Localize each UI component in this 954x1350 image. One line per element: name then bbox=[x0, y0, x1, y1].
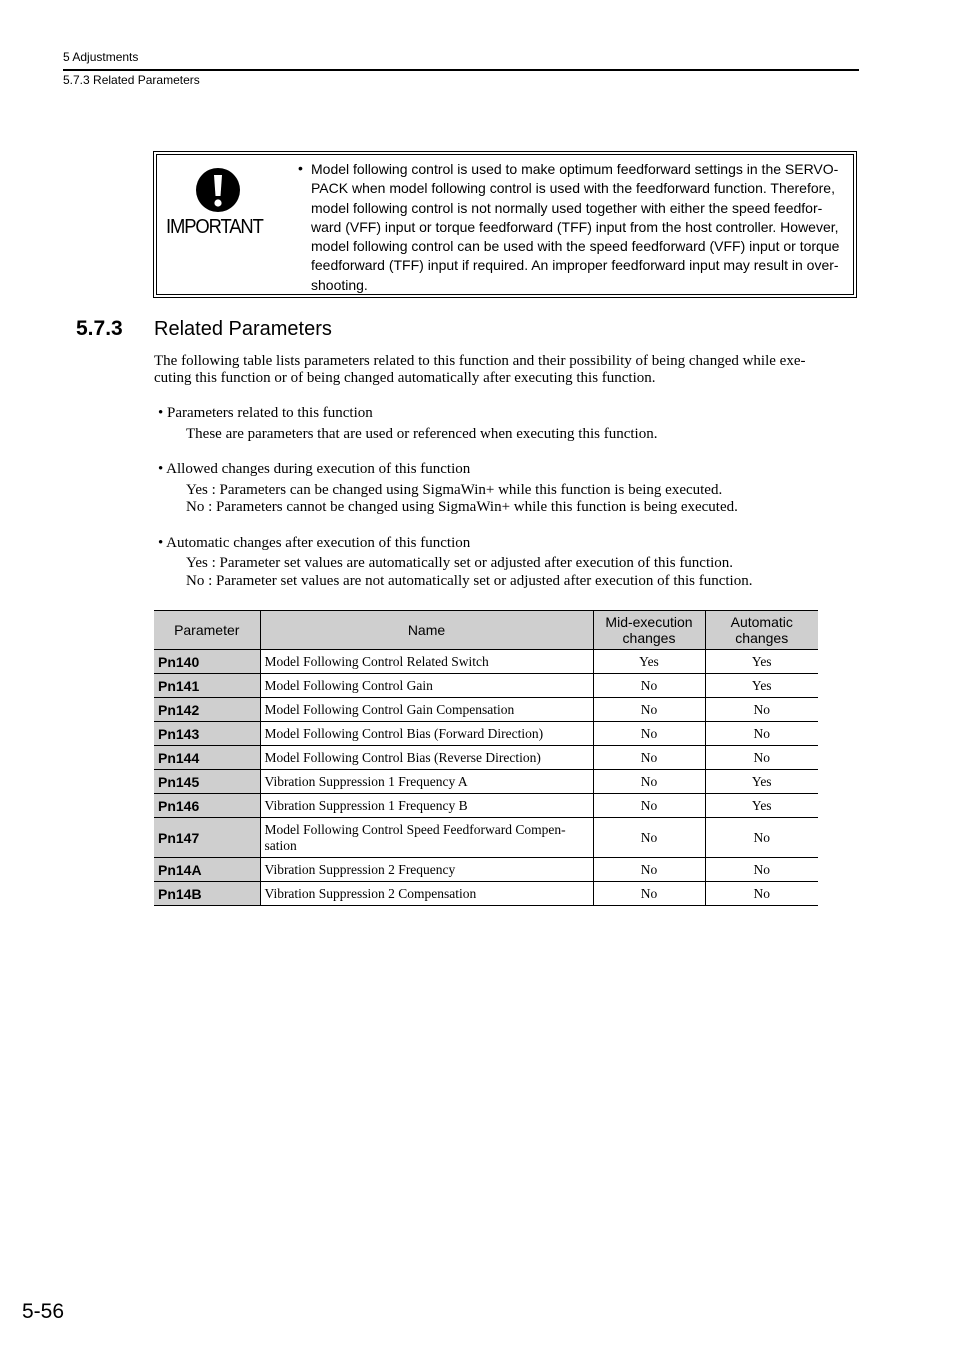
important-text-line: model following control can be used with the speed feedforward (VFF) input or torque bbox=[311, 238, 840, 255]
page-number: 5-56 bbox=[22, 1300, 65, 1323]
allowed-changes-no: No : Parameters cannot be changed using SigmaWin+ while this function is being executed. bbox=[186, 499, 738, 515]
section-title: Related Parameters bbox=[154, 318, 332, 340]
automatic-cell: No bbox=[705, 818, 818, 858]
column-header-parameter: Parameter bbox=[154, 611, 260, 650]
parameter-cell: Pn145 bbox=[154, 770, 260, 794]
mid-execution-cell: No bbox=[593, 722, 705, 746]
parameter-cell: Pn146 bbox=[154, 794, 260, 818]
mid-execution-cell: No bbox=[593, 858, 705, 882]
header-rule bbox=[63, 69, 859, 71]
name-cell: Vibration Suppression 2 Frequency bbox=[260, 858, 593, 882]
table-row bbox=[154, 882, 818, 906]
related-params-heading: • Parameters related to this function bbox=[158, 405, 373, 421]
running-header-chapter: 5 Adjustments bbox=[63, 50, 139, 64]
automatic-changes-no: No : Parameter set values are not automatically set or adjusted after execution of this function. bbox=[186, 573, 753, 589]
important-text-line: Model following control is used to make optimum feedforward settings in the SERVO- bbox=[311, 161, 839, 177]
intro-paragraph-line: cuting this function or of being changed automatically after executing this function. bbox=[154, 370, 656, 386]
mid-execution-cell: No bbox=[593, 882, 705, 906]
table-header-row bbox=[154, 611, 818, 650]
mid-execution-cell: No bbox=[593, 698, 705, 722]
name-cell: Vibration Suppression 1 Frequency A bbox=[260, 770, 593, 794]
automatic-cell: Yes bbox=[705, 650, 818, 674]
automatic-cell: Yes bbox=[705, 794, 818, 818]
table-row bbox=[154, 770, 818, 794]
parameter-cell: Pn140 bbox=[154, 650, 260, 674]
section-number: 5.7.3 bbox=[76, 317, 123, 340]
parameter-cell: Pn142 bbox=[154, 698, 260, 722]
name-cell: Model Following Control Gain bbox=[260, 674, 593, 698]
parameter-cell: Pn14A bbox=[154, 858, 260, 882]
automatic-cell: No bbox=[705, 722, 818, 746]
important-bullet: • bbox=[298, 160, 303, 176]
mid-execution-cell: No bbox=[593, 794, 705, 818]
table-row bbox=[154, 746, 818, 770]
name-cell: Model Following Control Related Switch bbox=[260, 650, 593, 674]
exclamation-circle-icon bbox=[195, 167, 241, 213]
table-row bbox=[154, 794, 818, 818]
name-cell: Model Following Control Gain Compensation bbox=[260, 698, 593, 722]
intro-paragraph-line: The following table lists parameters related to this function and their possibility of being changed while exe- bbox=[154, 353, 806, 369]
automatic-changes-yes: Yes : Parameter set values are automatically set or adjusted after execution of this function. bbox=[186, 555, 734, 571]
column-header-name: Name bbox=[260, 611, 593, 650]
allowed-changes-yes: Yes : Parameters can be changed using SigmaWin+ while this function is being executed. bbox=[186, 482, 723, 498]
mid-execution-cell: No bbox=[593, 770, 705, 794]
important-label: IMPORTANT bbox=[166, 216, 263, 238]
important-text-line: ward (VFF) input or torque feedforward (TFF) input from the host controller. However, bbox=[311, 218, 839, 235]
automatic-cell: No bbox=[705, 698, 818, 722]
important-text-line: PACK when model following control is used with the feedforward function. Therefore, bbox=[311, 180, 835, 197]
parameter-cell: Pn147 bbox=[154, 818, 260, 858]
important-text-line: shooting. bbox=[311, 276, 368, 293]
table-row bbox=[154, 722, 818, 746]
name-cell: Vibration Suppression 1 Frequency B bbox=[260, 794, 593, 818]
table-row bbox=[154, 858, 818, 882]
parameter-cell: Pn14B bbox=[154, 882, 260, 906]
important-text-line: model following control is not normally used together with either the speed feedfor- bbox=[311, 199, 823, 216]
mid-execution-cell: No bbox=[593, 746, 705, 770]
running-header-section: 5.7.3 Related Parameters bbox=[63, 73, 200, 87]
table-row bbox=[154, 818, 818, 858]
parameter-cell: Pn141 bbox=[154, 674, 260, 698]
automatic-cell: Yes bbox=[705, 770, 818, 794]
name-cell: Vibration Suppression 2 Compensation bbox=[260, 882, 593, 906]
important-notice-box bbox=[153, 151, 857, 298]
name-cell: Model Following Control Speed Feedforward Compen-sation bbox=[260, 818, 593, 858]
automatic-cell: No bbox=[705, 858, 818, 882]
automatic-cell: Yes bbox=[705, 674, 818, 698]
allowed-changes-heading: • Allowed changes during execution of this function bbox=[158, 461, 471, 477]
parameter-cell: Pn143 bbox=[154, 722, 260, 746]
mid-execution-cell: No bbox=[593, 818, 705, 858]
automatic-cell: No bbox=[705, 882, 818, 906]
table-row bbox=[154, 650, 818, 674]
column-header-mid-execution-changes: Mid-execution changes bbox=[593, 611, 705, 650]
parameter-cell: Pn144 bbox=[154, 746, 260, 770]
name-cell: Model Following Control Bias (Forward Direction) bbox=[260, 722, 593, 746]
mid-execution-cell: Yes bbox=[593, 650, 705, 674]
automatic-changes-heading: • Automatic changes after execution of this function bbox=[158, 535, 471, 551]
name-cell: Model Following Control Bias (Reverse Direction) bbox=[260, 746, 593, 770]
related-params-text: These are parameters that are used or referenced when executing this function. bbox=[186, 426, 658, 442]
important-text-line: feedforward (TFF) input if required. An improper feedforward input may result in over- bbox=[311, 257, 839, 274]
table-row bbox=[154, 698, 818, 722]
related-parameters-table bbox=[154, 610, 818, 906]
column-header-automatic-changes: Automatic changes bbox=[705, 611, 818, 650]
table-row bbox=[154, 674, 818, 698]
important-text bbox=[311, 160, 857, 295]
important-notice-inner-frame bbox=[156, 154, 854, 295]
automatic-cell: No bbox=[705, 746, 818, 770]
mid-execution-cell: No bbox=[593, 674, 705, 698]
